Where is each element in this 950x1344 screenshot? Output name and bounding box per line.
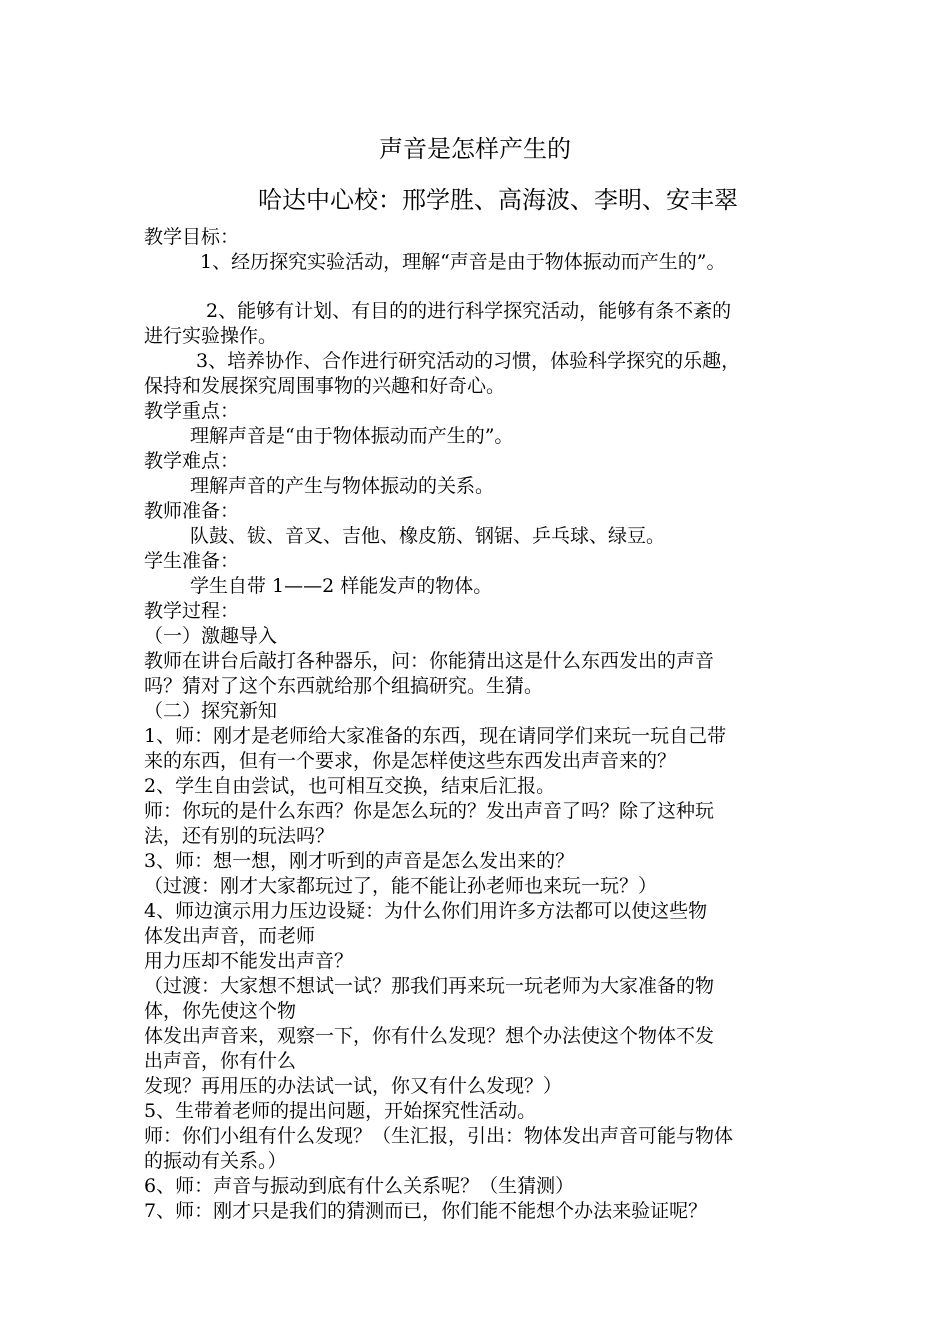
objective-3: 3、培养协作、合作进行研究活动的习惯，体验科学探究的乐趣，: [196, 350, 741, 372]
paragraph-line: 3、师：想一想，刚才听到的声音是怎么发出来的？: [144, 850, 575, 872]
paragraph-line: 发现？再用压的办法试一试，你又有什么发现？）: [144, 1075, 563, 1097]
paragraph-line: 出声音，你有什么: [144, 1050, 297, 1072]
objective-3-cont: 保持和发展探究周围事物的兴趣和好奇心。: [144, 375, 506, 397]
paragraph-line: 体，你先使这个物: [144, 1000, 297, 1022]
paragraph-line: 师：你玩的是什么东西？你是怎么玩的？发出声音了吗？除了这种玩: [144, 800, 715, 822]
section-explore: （二）探究新知: [144, 700, 278, 722]
heading-process: 教学过程：: [144, 600, 240, 622]
document-title: 声音是怎样产生的: [379, 135, 571, 163]
heading-key-points: 教学重点：: [144, 400, 240, 422]
heading-difficulties: 教学难点：: [144, 450, 240, 472]
paragraph-line: 吗？猜对了这个东西就给那个组搞研究。生猜。: [144, 675, 544, 697]
paragraph-line: 教师在讲台后敲打各种器乐，问：你能猜出这是什么东西发出的声音: [144, 650, 715, 672]
paragraph-line: 体发出声音，而老师: [144, 925, 316, 947]
paragraph-line: （过渡：刚才大家都玩过了，能不能让孙老师也来玩一玩？）: [144, 875, 658, 897]
paragraph-line: 7、师：刚才只是我们的猜测而已，你们能不能想个办法来验证呢？: [144, 1200, 708, 1222]
student-prep-text: 学生自带 1——2 样能发声的物体。: [190, 575, 493, 597]
key-point-text: 理解声音是“由于物体振动而产生的”。: [190, 425, 514, 447]
difficulty-text: 理解声音的产生与物体振动的关系。: [190, 475, 495, 497]
paragraph-line: 的振动有关系。）: [144, 1150, 287, 1172]
heading-student-prep: 学生准备：: [144, 550, 240, 572]
paragraph-line: 2、学生自由尝试，也可相互交换，结束后汇报。: [144, 775, 556, 797]
objective-2-cont: 进行实验操作。: [144, 325, 278, 347]
objective-2: 2、能够有计划、有目的的进行科学探究活动，能够有条不紊的: [206, 300, 732, 322]
paragraph-line: 4、师边演示用力压边设疑：为什么你们用许多方法都可以使这些物: [144, 900, 708, 922]
section-intro: （一）激趣导入: [144, 625, 278, 647]
paragraph-line: 用力压却不能发出声音？: [144, 950, 354, 972]
objective-1: 1、经历探究实验活动，理解“声音是由于物体振动而产生的”。: [200, 251, 726, 273]
document-authors: 哈达中心校：邢学胜、高海波、李明、安丰翠: [258, 186, 738, 214]
paragraph-line: 体发出声音来，观察一下，你有什么发现？想个办法使这个物体不发: [144, 1025, 715, 1047]
paragraph-line: （过渡：大家想不想试一试？那我们再来玩一玩老师为大家准备的物: [144, 975, 715, 997]
heading-teacher-prep: 教师准备：: [144, 500, 240, 522]
paragraph-line: 5、生带着老师的提出问题，开始探究性活动。: [144, 1100, 537, 1122]
paragraph-line: 法，还有别的玩法吗？: [144, 825, 335, 847]
paragraph-line: 师：你们小组有什么发现？（生汇报，引出：物体发出声音可能与物体: [144, 1125, 734, 1147]
paragraph-line: 1、师：刚才是老师给大家准备的东西，现在请同学们来玩一玩自己带: [144, 725, 727, 747]
paragraph-line: 6、师：声音与振动到底有什么关系呢？（生猜测）: [144, 1175, 575, 1197]
teacher-prep-text: 队鼓、钹、音叉、吉他、橡皮筋、钢锯、乒乓球、绿豆。: [190, 525, 666, 547]
paragraph-line: 来的东西，但有一个要求，你是怎样使这些东西发出声音来的？: [144, 750, 677, 772]
heading-objectives: 教学目标：: [144, 226, 240, 248]
